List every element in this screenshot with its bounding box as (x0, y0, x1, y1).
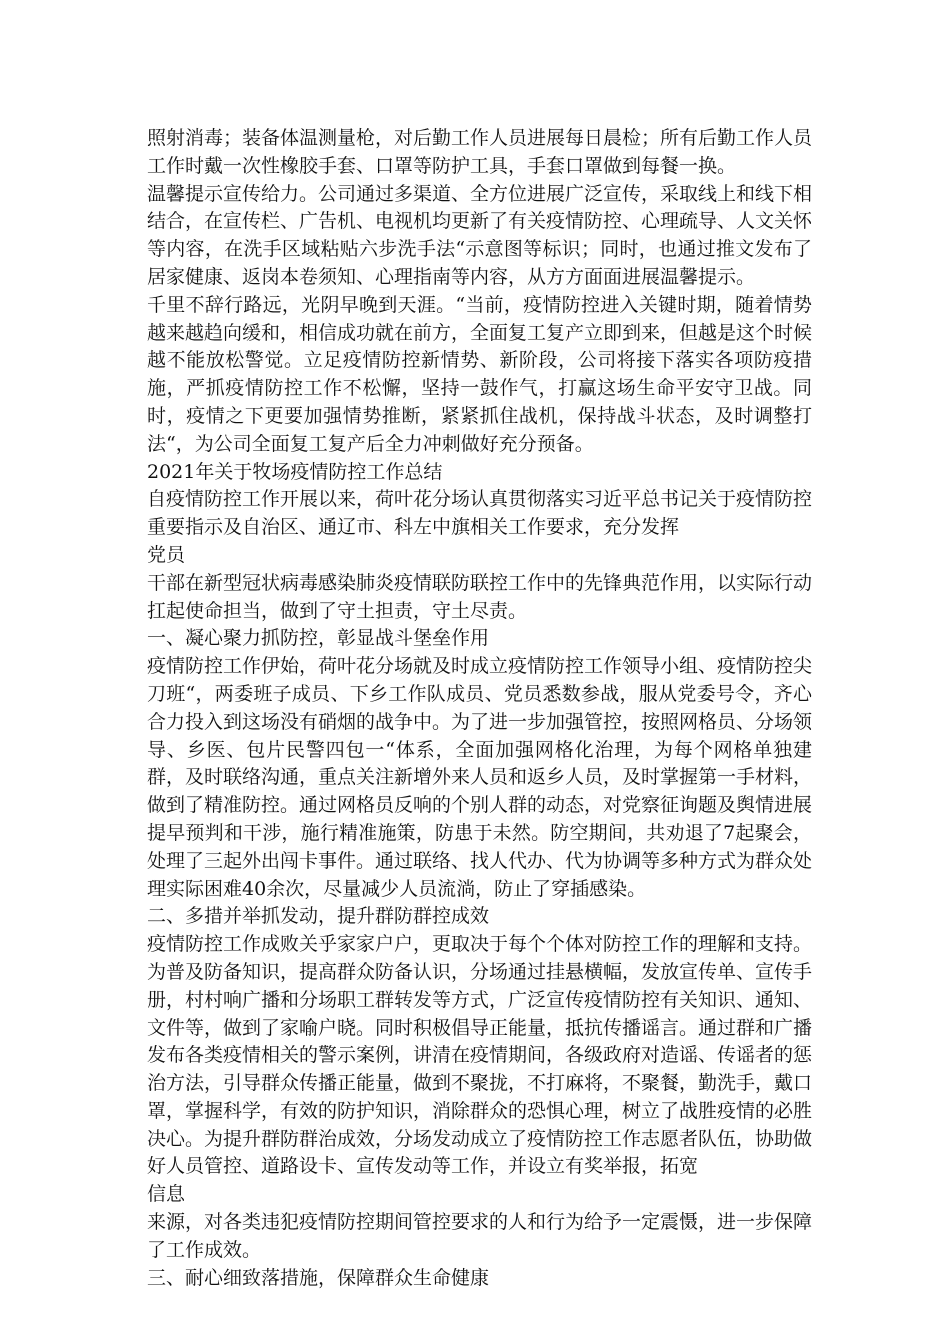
heading-section-two: 二、多措并举抓发动，提升群防群控成效 (147, 905, 490, 928)
paragraph-section-one: 疫情防控工作伊始，荷叶花分场就及时成立疫情防控工作领导小组、疫情防控尖刀班“，两委班子成员、下乡工作队成员、党员悉数参战，服从党委号令，齐心合力投入到这场没有硝烟的战争中。为了进一步加强管控，按照网格员、分场领导、乡医、包片民警四包一“体系，全面加强网格化治理，为每个网格单独建群，及时联络沟通，重点关注新增外来人员和返乡人员，及时掌握第一手材料，做到了精准防控。通过网格员反响的个别人群的动态，对党察征询题及舆情进展提早预判和干涉，施行精准施策，防患于未然。防空期间，共劝退了7起聚会，处理了三起外出闯卡事件。通过联络、找人代办、代为协调等多种方式为群众处理实际困难40余次，尽量减少人员流淌，防止了穿插感染。 (147, 655, 813, 900)
paragraph-intro: 自疫情防控工作开展以来，荷叶花分场认真贯彻落实习近平总书记关于疫情防控重要指示及自治区、通辽市、科左中旗相关工作要求，充分发挥 (147, 488, 813, 539)
paragraph-disinfection: 照射消毒；装备体温测量枪，对后勤工作人员进展每日晨检；所有后勤工作人员工作时戴一次性橡胶手套、口罩等防护工具，手套口罩做到每餐一换。 (147, 127, 813, 177)
paragraph-intro-continued: 干部在新型冠状病毒感染肺炎疫情联防联控工作中的先锋典范作用，以实际行动扛起使命担当，做到了守土担责，守土尽责。 (147, 571, 813, 622)
paragraph-section-two: 疫情防控工作成败关乎家家户户，更取决于每个个体对防控工作的理解和支持。为普及防备知识，提高群众防备认识，分场通过挂悬横幅，发放宣传单、宣传手册，村村响广播和分场职工群转发等方式，广泛宣传疫情防控有关知识、通知、文件等，做到了家喻户晓。同时积极倡导正能量，抵抗传播谣言。通过群和广播发布各类疫情相关的警示案例，讲清在疫情期间，各级政府对造谣、传谣者的惩治方法，引导群众传播正能量，做到不聚拢，不打麻将，不聚餐，勤洗手，戴口罩，掌握科学，有效的防护知识，消除群众的恐惧心理，树立了战胜疫情的必胜决心。为提升群防群治成效，分场发动成立了疫情防控工作志愿者队伍，协助做好人员管控、道路设卡、宣传发动等工作，并设立有奖举报，拓宽 (147, 933, 813, 1178)
section-title: 2021年关于牧场疫情防控工作总结 (147, 460, 443, 483)
paragraph-fragment-party-member: 党员 (147, 543, 186, 566)
paragraph-warm-reminder: 温馨提示宣传给力。公司通过多渠道、全方位进展广泛宣传，采取线上和线下相结合，在宣传栏、广告机、电视机均更新了有关疫情防控、心理疏导、人文关怀等内容，在洗手区域粘贴六步洗手法“示意图等标识；同时，也通过推文发布了居家健康、返岗本卷须知、心理指南等内容，从方方面面进展温馨提示。 (147, 182, 813, 288)
paragraph-closing-remarks: 千里不辞行路远，光阴早晚到天涯。“当前，疫情防控进入关键时期，随着情势越来越趋向缓和，相信成功就在前方，全面复工复产立即到来，但越是这个时候越不能放松警觉。立足疫情防控新情势、新阶段，公司将接下落实各项防疫措施，严抓疫情防控工作不松懈，坚持一鼓作气，打赢这场生命平安守卫战。同时，疫情之下更要加强情势推断，紧紧抓住战机，保持战斗状态，及时调整打法“，为公司全面复工复产后全力冲刺做好充分预备。 (147, 293, 813, 455)
heading-section-one: 一、凝心聚力抓防控，彰显战斗堡垒作用 (147, 627, 490, 650)
document-body (147, 125, 812, 1292)
paragraph-fragment-information: 信息 (147, 1183, 186, 1206)
paragraph-section-two-continued: 来源，对各类违犯疫情防控期间管控要求的人和行为给予一定震慑，进一步保障了工作成效。 (147, 1211, 813, 1261)
heading-section-three: 三、耐心细致落措施，保障群众生命健康 (147, 1266, 490, 1289)
